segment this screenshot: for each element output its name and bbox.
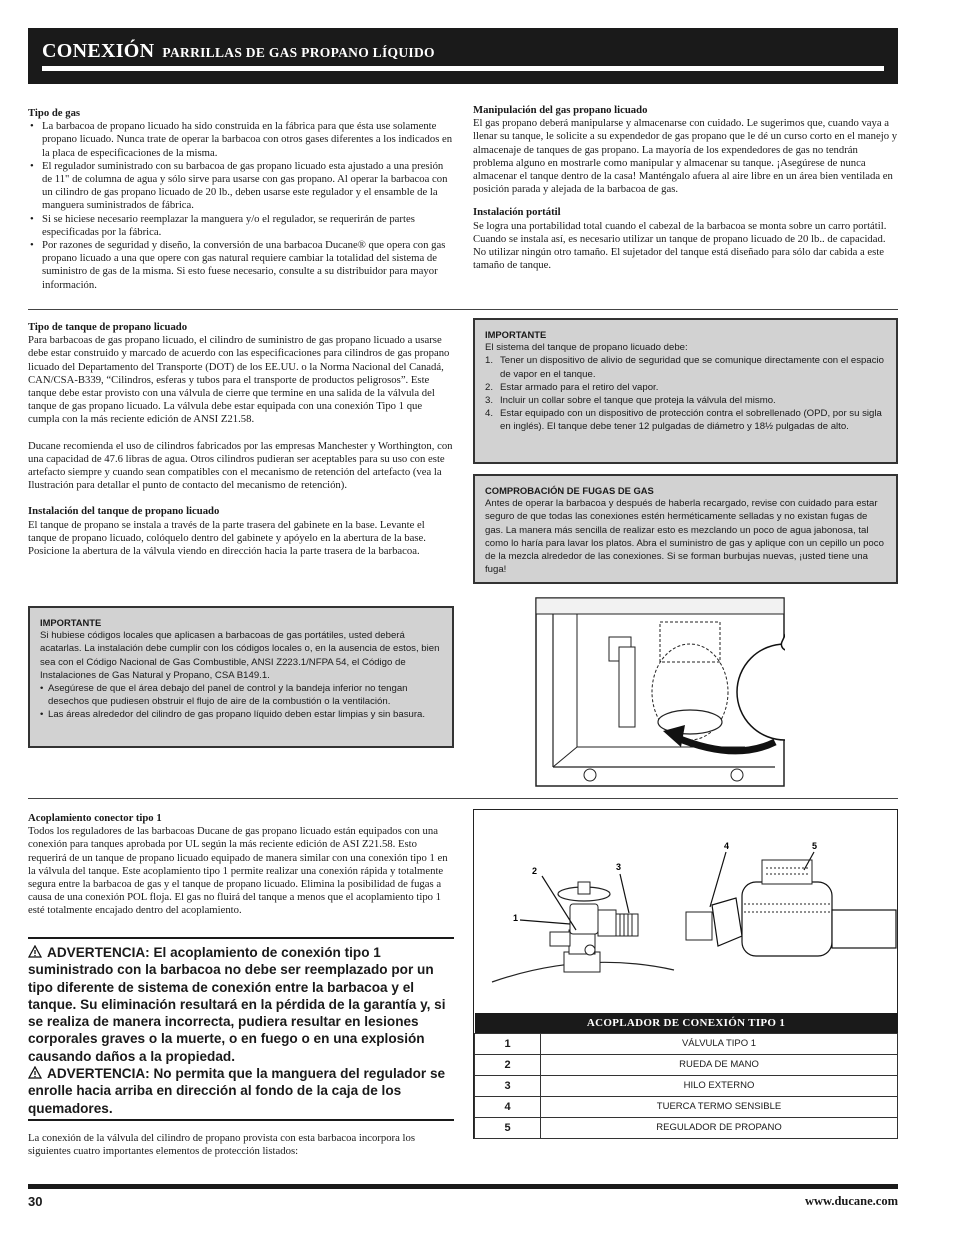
tank-install-illustration bbox=[535, 597, 785, 787]
table-row bbox=[475, 1075, 898, 1096]
table-key: 4 bbox=[475, 1096, 541, 1117]
divider-1 bbox=[28, 309, 898, 310]
warning-block bbox=[28, 944, 453, 1117]
tipo-tanque-p2: Ducane recomienda el uso de cilindros fabricados por las empresas Manchester y Worthington, con una capacidad de 47.6 libras de agua. Otros cilindros pudieran ser aceptables para su uso con este artefacto siempre y cuando sean compatibles con el mecanismo de retención del artefacto (vea la Ilustración para detallar el punto de contacto del mecanismo de retención). bbox=[28, 439, 453, 492]
warning-triangle-icon bbox=[28, 1066, 42, 1079]
header-rule bbox=[42, 66, 884, 71]
table-row bbox=[475, 1033, 898, 1054]
callout-4: 4 bbox=[724, 841, 730, 851]
tipo-gas-bullet-4: • Por razones de seguridad y diseño, la conversión de una barbacoa Ducane® que opera con gas propano licuado a una que opere con gas natural requiere cambiar la totalidad del sistema de suministro de gas de la misma. Si esto fuese necesario, consulte a su distribuidor para mayor información. bbox=[28, 239, 454, 292]
importante-left-heading: IMPORTANTE bbox=[40, 617, 102, 628]
section-closing bbox=[28, 1132, 454, 1158]
tipo-tanque-p1: Para barbacoas de gas propano licuado, el cilindro de suministro de gas propano licuado a usarse debe estar construido y marcado de acuerdo con las especificaciones para cilindros de gas propano licuado del Departamento del Transporte (DOT) de los EE.UU. o la Norma Nacional del Canadá, CAN/CSA-B339, “Cilindros, esferas y tubos para el transporte de productos peligrosos”. Este tanque debe estar provisto con una válvula de cierre que termine en una salida de la válvula del tanque de gas propano licuado. La válvula debe estar equipada con una conexión Tipo 1 que cumpla con la más reciente edición de ANSI Z21.58. bbox=[28, 334, 450, 426]
table-row bbox=[475, 1054, 898, 1075]
table-value: RUEDA DE MANO bbox=[541, 1054, 898, 1075]
header-subtitle: PARRILLAS DE GAS PROPANO LÍQUIDO bbox=[162, 45, 435, 60]
table-key: 1 bbox=[475, 1033, 541, 1054]
portatil-text: Se logra una portabilidad total cuando el cabezal de la barbacoa se monta sobre un carro portátil. Cuando se instala así, es necesario utilizar un tanque de propano licuado de 20 lb.. de capacidad. No utilizar ningún otro tamaño. El sujetador del tanque está diseñado para sólo dar cabida a este tamaño de tanque. bbox=[473, 219, 887, 272]
callout-1: 1 bbox=[513, 913, 519, 923]
table-value: REGULADOR DE PROPANO bbox=[541, 1117, 898, 1138]
table-key: 3 bbox=[475, 1075, 541, 1096]
importante-right-item-2: 2. Estar armado para el retiro del vapor. bbox=[485, 381, 659, 393]
table-value: TUERCA TERMO SENSIBLE bbox=[541, 1096, 898, 1117]
importante-box-left bbox=[28, 606, 454, 748]
warning-2 bbox=[28, 1065, 453, 1117]
divider-2 bbox=[28, 798, 898, 799]
portatil-heading: Instalación portátil bbox=[473, 206, 561, 219]
manipulacion-text: El gas propano deberá manipularse y almacenarse con cuidado. Le sugerimos que, cuando vaya a llenar su tanque, le solicite a su expendedor de gas propano que le dé un curso corto en el manejo y almacenaje de tanques de gas propano. La mayoría de los expendedores de gas no tendrán problema alguno en mostrarle como manipular y almacenar su tanque. ¡Asegúrese de nunca almacenar el tanque dentro de la casa! Manténgalo afuera al aire libre en un área bien ventilada en posición parada y alejada de la barbacoa de gas. bbox=[473, 117, 898, 196]
table-key: 2 bbox=[475, 1054, 541, 1075]
warning-rule-bottom bbox=[28, 1119, 454, 1121]
closing-text: La conexión de la válvula del cilindro de propano provista con esta barbacoa incorpora los siguientes cuatro importantes elementos de protección listados: bbox=[28, 1132, 415, 1158]
fugas-heading: COMPROBACIÓN DE FUGAS DE GAS bbox=[485, 485, 654, 496]
tipo-gas-bullet-2: • El regulador suministrado con su barbacoa de gas propano licuado esta ajustado a una presión de 11" de columna de agua y sólo sirve para usarse con gas propano. Al operar la barbacoa con un cilindro de gas propano licuado de 20 lb., deben usarse este regulador y el ensamble de la manguera suministrados de fábrica. bbox=[28, 160, 454, 213]
manipulacion-heading: Manipulación del gas propano licuado bbox=[473, 104, 648, 116]
footer-url[interactable]: www.ducane.com bbox=[804, 1194, 898, 1208]
coupler-parts-table bbox=[474, 1013, 898, 1139]
importante-right-item-3: 3. Incluir un collar sobre el tanque que proteja la válvula del mismo. bbox=[485, 395, 776, 407]
page-title bbox=[42, 40, 435, 63]
section-tipo-tanque bbox=[28, 321, 454, 558]
footer-rule bbox=[28, 1184, 898, 1189]
acoplamiento-heading: Acoplamiento conector tipo 1 bbox=[28, 812, 162, 824]
instalacion-tanque-text: El tanque de propano se instala a través de la parte trasera del gabinete en la base. Levante el tanque de propano licuado, colóquelo dentro del gabinete y apóyelo en la abertura de la base. Posicione la abertura de la válvula viendo en dirección hacia la parte trasera de la barbacoa. bbox=[28, 518, 426, 558]
acoplamiento-text: Todos los reguladores de las barbacoas Ducane de gas propano licuado están equipados con una conexión para tanques aprobada por UL según la más reciente edición de ASI Z21.58. Esto requerirá de un tanque de propano licuado equipado de manera similar con una conexión tipo 1 en la válvula del tanque. Este acoplamiento tipo 1 permite realizar una conexión rápida y totalmente segura entre la barbacoa de gas y el tanque de propano licuado. Elimina la posibilidad de fugas a causa de una conexión POL floja. El gas no fluirá del tanque a menos que el acoplamiento tipo 1 esté totalmente encajado dentro del acoplamiento. bbox=[28, 825, 448, 917]
table-row bbox=[475, 1117, 898, 1138]
importante-right-intro: El sistema del tanque de propano licuado debe: bbox=[485, 342, 688, 354]
table-row bbox=[475, 1096, 898, 1117]
importante-box-right bbox=[473, 318, 898, 464]
callout-5: 5 bbox=[812, 841, 818, 851]
fugas-box bbox=[473, 474, 898, 584]
header-title: CONEXIÓN bbox=[42, 40, 155, 62]
table-title: ACOPLADOR DE CONEXIÓN TIPO 1 bbox=[475, 1013, 898, 1033]
importante-right-heading: IMPORTANTE bbox=[485, 329, 547, 340]
tipo-tanque-heading: Tipo de tanque de propano licuado bbox=[28, 321, 188, 333]
callout-3: 3 bbox=[616, 862, 622, 872]
importante-left-bullet-2: • Las áreas alrededor del cilindro de gas propano líquido deben estar limpias y sin basura. bbox=[40, 708, 442, 721]
table-value: VÁLVULA TIPO 1 bbox=[541, 1033, 898, 1054]
warning-1 bbox=[28, 944, 453, 1065]
importante-right-item-1: 1. Tener un dispositivo de alivio de seguridad que se comunique directamente con el espacio de vapor en el tanque. bbox=[485, 355, 884, 380]
table-key: 5 bbox=[475, 1117, 541, 1138]
tipo-gas-bullet-3: • Si se hiciese necesario reemplazar la manguera y/o el regulador, se requerirán de partes especificadas por la fábrica. bbox=[28, 213, 454, 239]
page-number: 30 bbox=[28, 1194, 43, 1209]
page-header bbox=[28, 28, 898, 84]
tipo-gas-bullet-1: • La barbacoa de propano licuado ha sido construida en la fábrica para que ésta use solamente propano licuado. Nunca trate de operar la barbacoa con otros gases diferentes a los indicados en la placa de especificaciones de la misma. bbox=[28, 120, 454, 160]
importante-right-item-4: 4. Estar equipado con un dispositivo de protección contra el sobrellenado (OPD, por su sigla en inglés). El tanque debe tener 12 pulgadas de diámetro y 18½ pulgadas de alto. bbox=[485, 408, 882, 433]
table-value: HILO EXTERNO bbox=[541, 1075, 898, 1096]
tipo-gas-heading: Tipo de gas bbox=[28, 107, 81, 119]
warning-1-text: ADVERTENCIA: El acoplamiento de conexión tipo 1 suministrado con la barbacoa no debe ser reemplazado por un tipo diferente de sistema de conexión entre la barbacoa y el tanque. Su eliminación resultará en la pérdida de la garantía y, si se realiza de manera incorrecta, pudiera resultar en lesiones corporales graves o la muerte, o en fuego o en una explosión causando daños a la propiedad. bbox=[28, 945, 446, 1064]
callout-2: 2 bbox=[532, 866, 538, 876]
coupling-diagram bbox=[474, 810, 897, 1012]
instalacion-tanque-heading: Instalación del tanque de propano licuado bbox=[28, 505, 220, 518]
warning-rule-top bbox=[28, 937, 454, 939]
warning-2-text: ADVERTENCIA: No permita que la manguera del regulador se enrolle hacia arriba en dirección al fondo de la caja de los quemadores. bbox=[28, 1066, 446, 1116]
fugas-text: Antes de operar la barbacoa y después de haberla recargado, revise con cuidado para estar seguro de que todas las conexiones estén herméticamente selladas y no existan fugas de gas. La manera más sencilla de realizar esto es mezclando un poco de agua jabonosa, tal como lo haría para lavar los platos. Abra el suministro de gas y aplique con un cepillo un poco de la mezcla alrededor de las conexiones. Si se forman burbujas nuevas, ¡usted tiene una fuga! bbox=[485, 498, 884, 576]
warning-triangle-icon bbox=[28, 945, 42, 958]
section-manipulacion bbox=[473, 104, 899, 272]
section-tipo-gas bbox=[28, 107, 454, 292]
importante-left-text: Si hubiese códigos locales que aplicasen a barbacoas de gas portátiles, usted deberá acatarlas. La instalación debe cumplir con los códigos locales o, en la ausencia de estos, bien sea con el Código Nacional de Gas Combustible, ANSI Z223.1/NFPA 54, el Código de Instalaciones de Gas Natural y Propano, CSA B149.1. bbox=[40, 630, 440, 681]
importante-left-bullet-1: • Asegúrese de que el área debajo del panel de control y la bandeja inferior no tengan desechos que pudiesen obstruir el flujo de aire de la combustión o la ventilación. bbox=[40, 682, 442, 708]
table-header-row bbox=[475, 1013, 898, 1033]
section-acoplamiento bbox=[28, 812, 454, 918]
